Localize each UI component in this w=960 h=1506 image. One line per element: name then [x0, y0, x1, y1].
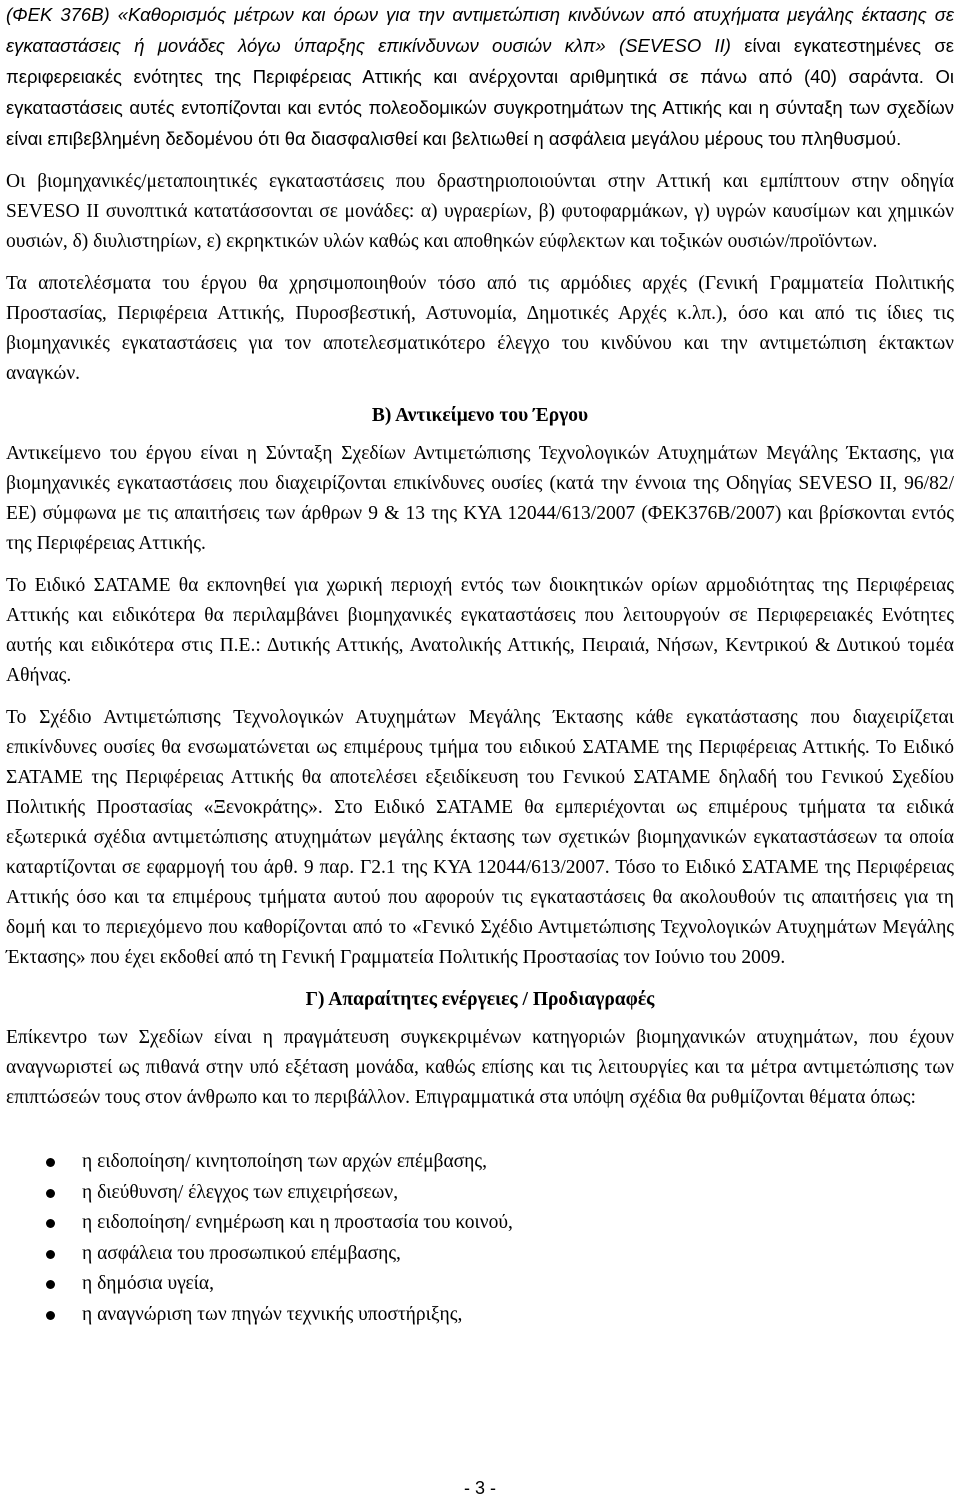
bullet-icon [46, 1189, 55, 1198]
section-b-paragraph: Αντικείμενο του έργου είναι η Σύνταξη Σχεδίων Αντιμετώπισης Τεχνολογικών Ατυχημάτων Μεγάλης Έκτασης, για βιομηχανικές εγκαταστάσεις που διαχειρίζονται επικίνδυνες ουσίες (κατά την έννοια της Οδηγίας SEVESO II, 96/82/ΕΕ) σύμφωνα με τις απαιτήσεις των άρθρων 9 & 13 της ΚΥΑ 12044/613/2007 (ΦΕΚ376Β/2007) και βρίσκονται εντός της Περιφέρειας Αττικής. [6, 443, 954, 554]
page-number: - 3 - [463, 1478, 496, 1498]
intro-continuation: είναι εγκατεστημένες σε περιφερειακές ενότητες της Περιφέρειας Αττικής και ανέρχονται αριθμητικά σε πάνω από (40) σαράντα. Οι εγκαταστάσεις αυτές εντοπίζονται και εντός πολεοδομικών συγκροτημάτων της Αττικής και η σύνταξη των σχεδίων είναι επιβεβλημένη δεδομένου ότι θα διασφαλισθεί και βελτιωθεί η ασφάλεια μεγάλου μέρους του πληθυσμού. [6, 35, 954, 149]
list-item: η ασφάλεια του προσωπικού επέμβασης, [46, 1239, 954, 1270]
paragraph-industrial-units: Οι βιομηχανικές/μεταποιητικές εγκαταστάσεις που δραστηριοποιούνται στην Αττική και εμπίπτουν στην οδηγία SEVESO II συνοπτικά κατατάσσονται σε μονάδες: α) υγραερίων, β) φυτοφαρμάκων, γ) υγρών καυσίμων και χημικών ουσιών, δ) διυλιστηρίων, ε) εκρηκτικών υλών καθώς και αποθηκών εύφλεκτων και τοξικών ουσιών/προϊόντων. [6, 171, 954, 252]
bullet-icon [46, 1250, 55, 1259]
bullet-icon [46, 1280, 55, 1289]
section-c-intro: Επίκεντρο των Σχεδίων είναι η πραγμάτευση συγκεκριμένων κατηγοριών βιομηχανικών ατυχημάτων, που έχουν αναγνωριστεί ως πιθανά στην υπό εξέταση μονάδα, καθώς επίσης και τις λειτουργίες και τα μέτρα αντιμετώπισης των επιπτώσεών τους στον άνθρωπο και το περιβάλλον. Επιγραμματικά στα υπόψη σχέδια θα ρυθμίζονται θέματα όπως: [6, 1027, 954, 1108]
list-item: η ειδοποίηση/ ενημέρωση και η προστασία του κοινού, [46, 1208, 954, 1239]
bullet-icon [46, 1158, 55, 1167]
section-b-heading: Β) Αντικείμενο του Έργου [371, 405, 589, 426]
section-b-paragraph: Το Ειδικό ΣΑΤΑΜΕ θα εκπονηθεί για χωρική περιοχή εντός των διοικητικών ορίων αρμοδιότητας της Περιφέρειας Αττικής και ειδικότερα θα περιλαμβάνει βιομηχανικές εγκαταστάσεις που λειτουργούν σε Περιφερειακές Ενότητες αυτής και ειδικότερα στις Π.Ε.: Δυτικής Αττικής, Ανατολικής Αττικής, Πειραιά, Νήσων, Κεντρικού & Δυτικού τομέα Αθήνας. [6, 575, 954, 686]
bullet-icon [46, 1219, 55, 1228]
list-item: η ειδοποίηση/ κινητοποίηση των αρχών επέμβασης, [46, 1147, 954, 1178]
seveso-title-reference: (ΦΕΚ 376Β) «Καθορισμός μέτρων και όρων για την αντιμετώπιση κινδύνων από ατυχήματα μεγάλης έκτασης σε εγκαταστάσεις ή μονάδες λόγω ύπαρξης επικίνδυνων ουσιών κλπ» (SEVESO ΙΙ) [6, 4, 954, 56]
paragraph-project-results: Τα αποτελέσματα του έργου θα χρησιμοποιηθούν τόσο από τις αρμόδιες αρχές (Γενική Γραμματεία Πολιτικής Προστασίας, Περιφέρεια Αττικής, Πυροσβεστική, Αστυνομία, Δημοτικές Αρχές κ.λπ.), όσο και από τις ίδιες τις βιομηχανικές εγκαταστάσεις για τον αποτελεσματικότερο έλεγχο του κινδύνου και την αντιμετώπιση έκτακτων αναγκών. [6, 273, 954, 384]
requirements-list [6, 1147, 954, 1330]
list-item: η διεύθυνση/ έλεγχος των επιχειρήσεων, [46, 1178, 954, 1209]
paragraph-intro [6, 0, 954, 155]
list-item: η δημόσια υγεία, [46, 1269, 954, 1300]
section-c-heading: Γ) Απαραίτητες ενέργειες / Προδιαγραφές [305, 989, 655, 1010]
list-item: η αναγνώριση των πηγών τεχνικής υποστήριξης, [46, 1300, 954, 1331]
section-b-paragraph: Το Σχέδιο Αντιμετώπισης Τεχνολογικών Ατυχημάτων Μεγάλης Έκτασης κάθε εγκατάστασης που διαχειρίζεται επικίνδυνες ουσίες θα ενσωματώνεται ως επιμέρους τμήμα του ειδικού ΣΑΤΑΜΕ της Περιφέρειας Αττικής. Το Ειδικό ΣΑΤΑΜΕ της Περιφέρειας Αττικής θα αποτελέσει εξειδίκευση του Γενικού ΣΑΤΑΜΕ δηλαδή του Γενικού Σχεδίου Πολιτικής Προστασίας «Ξενοκράτης». Στο Ειδικό ΣΑΤΑΜΕ θα εμπεριέχονται ως επιμέρους τμήματα τα ειδικά εξωτερικά σχέδια αντιμετώπισης ατυχημάτων μεγάλης έκτασης των σχετικών βιομηχανικών εγκαταστάσεων τα οποία καταρτίζονται σε εφαρμογή του άρθ. 9 παρ. Γ2.1 της ΚΥΑ 12044/613/2007. Τόσο το Ειδικό ΣΑΤΑΜΕ της Περιφέρειας Αττικής όσο και τα επιμέρους τμήματα αυτού που αφορούν τις εγκαταστάσεις θα ακολουθούν τις απαιτήσεις για τη δομή και το περιεχόμενο που καθορίζονται από το «Γενικό Σχέδιο Αντιμετώπισης Τεχνολογικών Ατυχημάτων Μεγάλης Έκτασης» που έχει εκδοθεί από τη Γενική Γραμματεία Πολιτικής Προστασίας τον Ιούνιο του 2009. [6, 707, 954, 968]
bullet-icon [46, 1311, 55, 1320]
